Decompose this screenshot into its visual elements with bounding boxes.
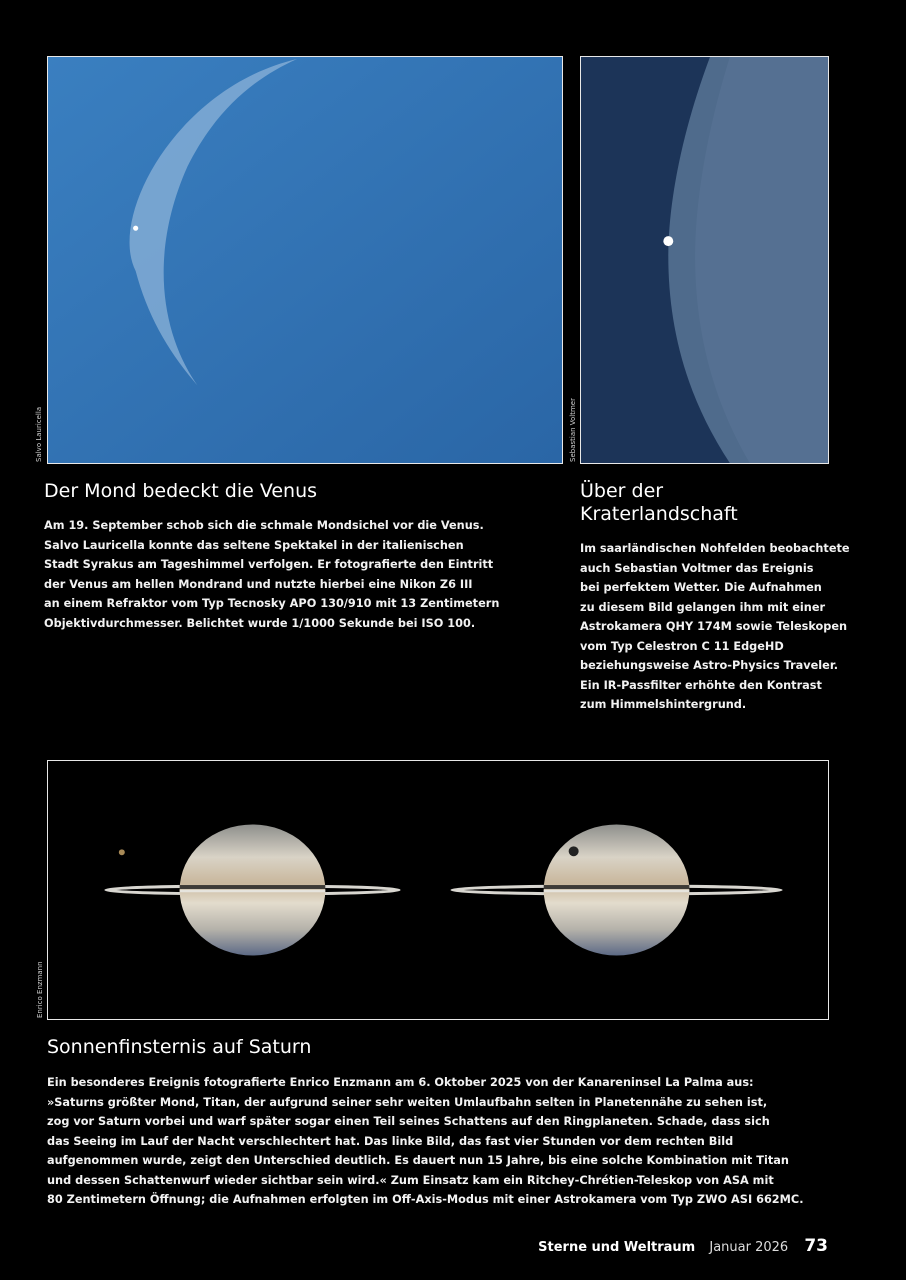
photo-credit-crater: Sebastian Voltmer [569, 398, 577, 462]
titan-shadow [569, 846, 579, 856]
saturn-article-body: Ein besonderes Ereignis fotografierte Enrico Enzmann am 6. Oktober 2025 von der Kanareninsel La Palma aus: »Saturns größter Mond, Titan, der aufgrund seiner sehr weiten Umlaufbahn selten in Planetennähe zu sehen ist, zog vor Saturn vorbei und warf später sogar einen Teil seines Schattens auf den Ringplaneten. Schade, dass sich das Seeing im Lauf der Nacht verschlechtert hat. Das linke Bild, das fast vier Stunden vor dem rechten Bild aufgenommen wurde, zeigt den Unterschied deutlich. Es dauert nun 15 Jahre, bis eine solche Kombination mit Titan und dessen Schattenwurf wieder sichtbar sein wird.« Zum Einsatz kam ein Ritchey-Chrétien-Teleskop von ASA mit 80 Zentimetern Öffnung; die Aufnahmen erfolgten im Off-Axis-Modus mit einer Astrokamera vom Typ ZWO ASI 662MC. [47, 1076, 804, 1206]
page-number: 73 [804, 1236, 828, 1256]
photo-credit-saturn: Enrico Enzmann [36, 961, 44, 1018]
venus-dot [133, 226, 138, 231]
saturn-photo [47, 760, 829, 1020]
saturn-illustration [48, 761, 828, 1019]
venus-article-body: Am 19. September schob sich die schmale Mondsichel vor die Venus. Salvo Lauricella konnte das seltene Spektakel in der italienischen Stadt Syrakus am Tageshimmel verfolgen. Er fotografierte den Eintritt der Venus am hellen Mondrand und nutzte hierbei eine Nikon Z6 III an einem Refraktor vom Typ Tecnosky APO 130/910 mit 13 Zentimetern Objektivdurchmesser. Belichtet wurde 1/1000 Sekunde bei ISO 100. [44, 519, 500, 630]
photo-credit-venus: Salvo Lauricella [35, 406, 43, 462]
crater-landscape-photo [580, 56, 829, 464]
venus-moon-illustration [48, 57, 562, 463]
issue-date: Januar 2026 [709, 1240, 789, 1255]
magazine-name: Sterne und Weltraum [538, 1240, 696, 1255]
venus-dot [663, 236, 673, 246]
crater-article-body: Im saarländischen Nohfelden beobachtete auch Sebastian Voltmer das Ereignis bei perfektem Wetter. Die Aufnahmen zu diesem Bild gelangen ihm mit einer Astrokamera QHY 174M sowie Teleskopen vom Typ Celestron C 11 EdgeHD beziehungsweise Astro-Physics Traveler. Ein IR-Passfilter erhöhte den Kontrast zum Himmelshintergrund. [580, 542, 850, 711]
saturn-article-title: Sonnenfinsternis auf Saturn [47, 1036, 312, 1058]
venus-article-title: Der Mond bedeckt die Venus [44, 480, 318, 502]
crater-article-title: Über der Kraterlandschaft [580, 480, 738, 525]
page-footer [538, 1236, 828, 1256]
titan-moon [119, 849, 125, 855]
moon-limb-illustration [581, 57, 828, 463]
venus-occultation-photo [47, 56, 563, 464]
